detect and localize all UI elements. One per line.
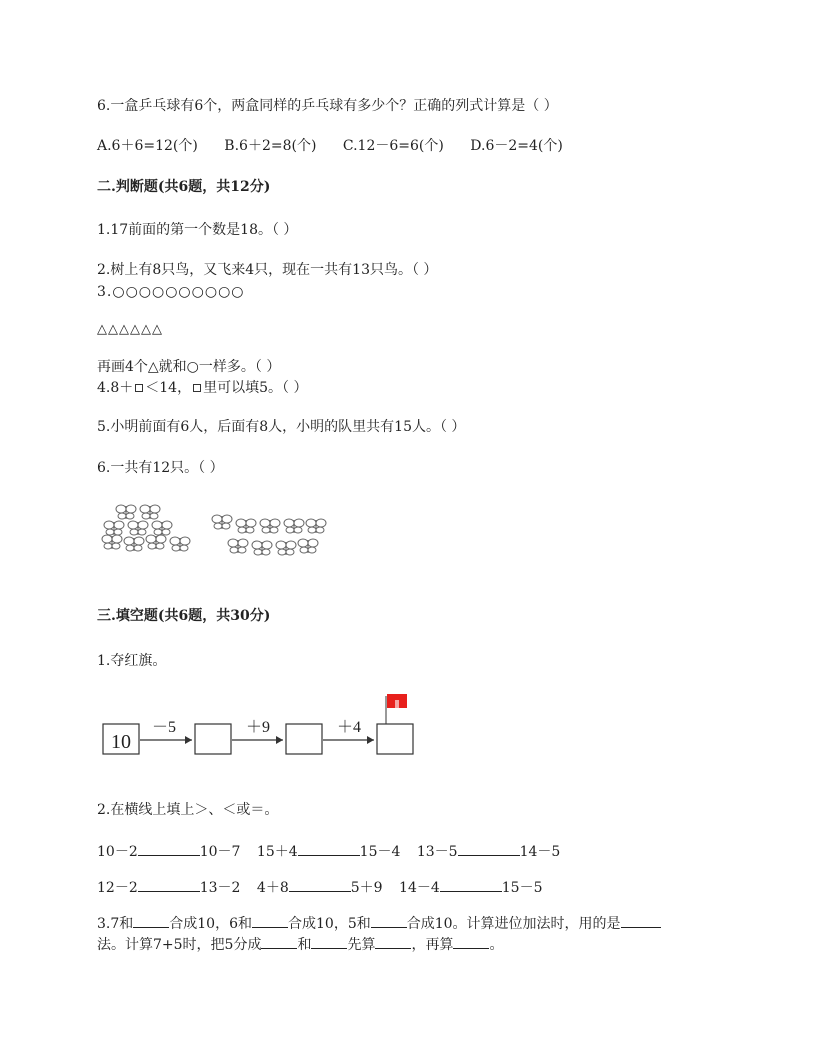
fill-question-2: 2.在横线上填上＞、＜或＝。 xyxy=(97,802,279,818)
butterfly-icon xyxy=(102,535,122,549)
butterfly-icon xyxy=(276,541,296,555)
arrow-head-icon xyxy=(367,736,374,744)
butterfly-icon xyxy=(124,537,144,551)
answer-blank[interactable] xyxy=(138,841,200,856)
section-2-title: 二.判断题(共6题，共12分) xyxy=(97,179,271,195)
question-6-text: 6.一盒乒乓球有6个，两盒同样的乒乓球有多少个？正确的列式计算是（ ） xyxy=(97,98,558,114)
option-b[interactable]: B.6＋2=8(个) xyxy=(224,138,317,154)
arrow-head-icon xyxy=(185,736,192,744)
butterfly-icon xyxy=(306,519,326,533)
compare-left: 14－4 xyxy=(399,880,440,896)
judge-question-1: 1.17前面的第一个数是18。（ ） xyxy=(97,222,298,238)
fill-question-3-line-2: 法。计算7+5时，把5分成 和 先算 ，再算 。 xyxy=(97,934,503,954)
judge-question-3-triangles: △△△△△△ xyxy=(97,322,163,337)
butterfly-icon xyxy=(140,505,160,519)
compare-right: 15－5 xyxy=(501,880,543,896)
question-6-options xyxy=(97,137,585,155)
compare-left: 15＋4 xyxy=(256,844,298,860)
compare-row-2 xyxy=(97,877,555,897)
answer-box-1 xyxy=(195,724,231,754)
answer-blank[interactable] xyxy=(621,913,661,928)
judge-question-4 xyxy=(97,379,307,397)
answer-box-2 xyxy=(286,724,322,754)
compare-right: 5＋9 xyxy=(350,880,383,896)
flag-flow-diagram xyxy=(100,688,420,760)
answer-blank[interactable] xyxy=(289,877,351,892)
butterfly-icon xyxy=(128,521,148,535)
butterfly-icon xyxy=(228,539,248,553)
compare-right: 15－4 xyxy=(359,844,401,860)
answer-blank[interactable] xyxy=(133,913,169,928)
option-c[interactable]: C.12－6=6(个) xyxy=(342,138,444,154)
butterfly-icon xyxy=(284,519,304,533)
compare-left: 10－2 xyxy=(97,844,138,860)
answer-blank[interactable] xyxy=(458,841,520,856)
compare-right: 10－7 xyxy=(199,844,241,860)
compare-left: 13－5 xyxy=(416,844,458,860)
answer-blank[interactable] xyxy=(138,877,200,892)
butterfly-group-right xyxy=(212,515,326,555)
judge-question-4-part-b: ＜14， xyxy=(145,380,192,396)
judge-question-2: 2.树上有8只鸟，又飞来4只，现在一共有13只鸟。（ ） xyxy=(97,262,438,278)
butterflies-illustration xyxy=(98,498,330,562)
answer-blank[interactable] xyxy=(298,841,360,856)
butterfly-icon xyxy=(146,535,166,549)
answer-blank[interactable] xyxy=(252,913,288,928)
butterfly-icon xyxy=(236,519,256,533)
judge-question-4-part-a: 4.8＋ xyxy=(97,380,134,396)
judge-question-3-text: 再画4个△就和○一样多。（ ） xyxy=(97,359,281,375)
butterfly-icon xyxy=(116,505,136,519)
option-a[interactable]: A.6＋6=12(个) xyxy=(97,138,198,154)
empty-box-icon xyxy=(135,384,143,392)
butterfly-icon xyxy=(170,537,190,551)
butterfly-icon xyxy=(260,519,280,533)
compare-left: 4＋8 xyxy=(256,880,289,896)
judge-question-3-circles: 3.○○○○○○○○○○ xyxy=(97,284,245,300)
red-flag-icon xyxy=(386,694,407,724)
judge-question-5: 5.小明前面有6人，后面有8人，小明的队里共有15人。（ ） xyxy=(97,419,466,435)
answer-blank[interactable] xyxy=(453,934,489,949)
judge-question-6: 6.一共有12只。（ ） xyxy=(97,460,224,476)
compare-row-1 xyxy=(97,841,572,861)
answer-blank[interactable] xyxy=(440,877,502,892)
butterfly-icon xyxy=(212,515,232,529)
answer-blank[interactable] xyxy=(261,934,297,949)
arrow-head-icon xyxy=(276,736,283,744)
answer-blank[interactable] xyxy=(375,934,411,949)
operation-3: ＋4 xyxy=(336,719,362,736)
judge-question-4-part-c: 里可以填5。（ ） xyxy=(203,380,308,396)
operation-1: －5 xyxy=(151,719,177,736)
butterfly-group-left xyxy=(102,505,190,551)
butterfly-icon xyxy=(298,539,318,553)
butterfly-icon xyxy=(152,521,172,535)
answer-blank[interactable] xyxy=(311,934,347,949)
butterfly-icon xyxy=(104,521,124,535)
start-number: 10 xyxy=(111,731,131,753)
option-d[interactable]: D.6－2=4(个) xyxy=(470,138,563,154)
butterfly-icon xyxy=(252,541,272,555)
compare-right: 13－2 xyxy=(199,880,241,896)
answer-box-3 xyxy=(377,724,413,754)
compare-right: 14－5 xyxy=(519,844,561,860)
empty-box-icon xyxy=(193,384,201,392)
compare-left: 12－2 xyxy=(97,880,138,896)
section-3-title: 三.填空题(共6题，共30分) xyxy=(97,608,271,624)
fill-question-1: 1.夺红旗。 xyxy=(97,653,167,669)
fill-question-3-line-1: 3.7和 合成10，6和 合成10，5和 合成10。计算进位加法时，用的是 xyxy=(97,913,661,933)
answer-blank[interactable] xyxy=(371,913,407,928)
operation-2: ＋9 xyxy=(245,719,271,736)
